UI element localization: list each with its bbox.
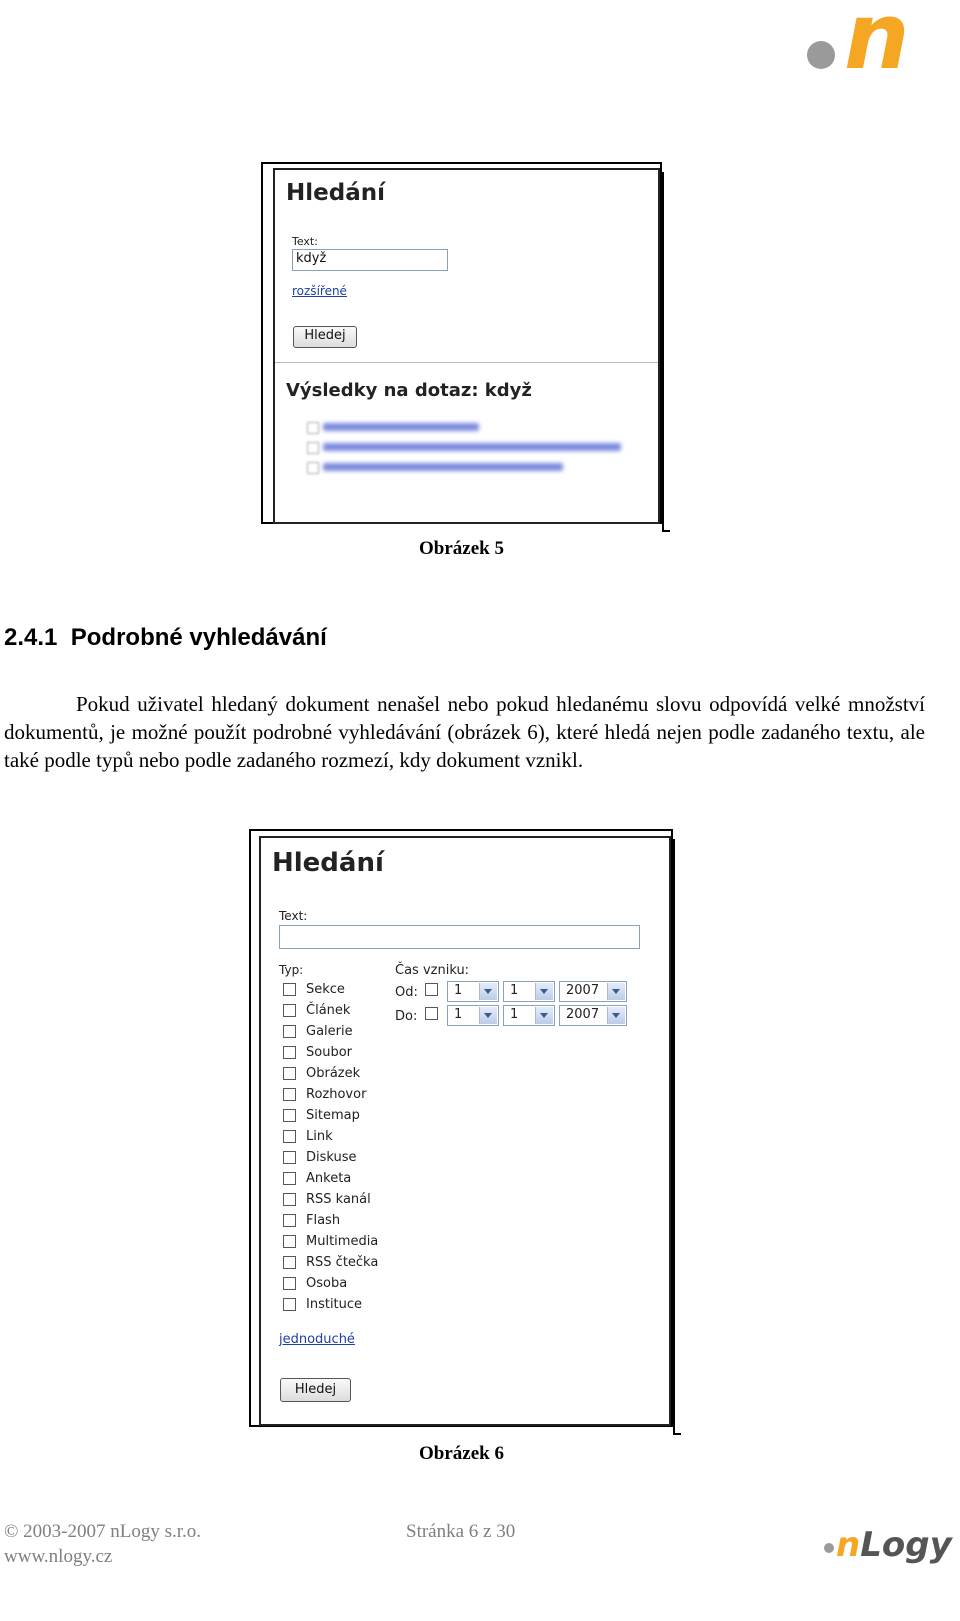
type-checkbox[interactable] [283,1298,296,1311]
type-option[interactable] [283,1087,403,1105]
to-year-select[interactable] [559,1005,627,1026]
type-label: Link [306,1129,333,1144]
from-day-value: 1 [454,983,463,998]
section-title: Podrobné vyhledávání [70,624,327,651]
section-heading [4,624,327,652]
type-checkbox[interactable] [283,1172,296,1185]
from-day-select[interactable] [447,981,499,1002]
type-option[interactable] [283,1129,403,1147]
search-title: Hledání [286,180,385,206]
type-option[interactable] [283,1045,403,1063]
search-input[interactable] [279,925,640,949]
from-label: Od: [395,985,418,1000]
search-input[interactable]: když [292,249,448,271]
type-checkbox[interactable] [283,1109,296,1122]
type-label: Galerie [306,1024,353,1039]
logo-dot [807,41,835,69]
simple-search-link[interactable]: jednoduché [279,1332,355,1347]
footer-copyright: © 2003-2007 nLogy s.r.o. [4,1521,202,1542]
footer-logo-text: nLogy [836,1525,952,1565]
type-checkbox[interactable] [283,1193,296,1206]
result-link[interactable] [323,423,479,431]
type-checkbox[interactable] [283,1025,296,1038]
type-label: Flash [306,1213,341,1228]
text-label: Text: [292,235,318,248]
chevron-down-icon [479,983,497,1000]
type-option[interactable] [283,1003,403,1021]
result-link[interactable] [323,463,563,471]
from-year-select[interactable] [559,981,627,1002]
to-label: Do: [395,1009,418,1024]
type-checkbox[interactable] [283,1256,296,1269]
type-label: RSS čtečka [306,1255,379,1270]
type-label: Rozhovor [306,1087,367,1102]
results-title: Výsledky na dotaz: když [286,380,532,401]
type-label: Anketa [306,1171,352,1186]
result-checkbox [307,442,319,454]
type-checkbox[interactable] [283,1088,296,1101]
type-label: RSS kanál [306,1192,371,1207]
figure-5-caption: Obrázek 5 [419,538,504,559]
type-checkbox[interactable] [283,1046,296,1059]
results-list [307,420,637,480]
from-date-checkbox[interactable] [425,983,438,996]
to-day-value: 1 [454,1007,463,1022]
type-checkbox[interactable] [283,1235,296,1248]
to-day-select[interactable] [447,1005,499,1026]
type-label: Sitemap [306,1108,360,1123]
footer-logo [822,1516,952,1568]
text-label: Text: [279,909,308,923]
search-button[interactable]: Hledej [280,1378,351,1402]
section-paragraph: Pokud uživatel hledaný dokument nenašel nebo pokud hledanému slovu odpovídá velké množství dokumentů, je možné použít podrobné vyhledávání (obrázek 6), které hledá nejen podle zadaného textu, ale také podle typů nebo podle zadaného rozmezí, kdy dokument vznikl. [4,692,925,772]
type-option[interactable] [283,1192,403,1210]
to-month-select[interactable] [503,1005,555,1026]
type-option[interactable] [283,1297,403,1315]
type-checkbox[interactable] [283,1130,296,1143]
section-number: 2.4.1 [4,624,58,651]
to-month-value: 1 [510,1007,519,1022]
result-checkbox [307,422,319,434]
type-label: Sekce [306,982,345,997]
figure-6-panel [259,836,671,1426]
type-checkbox[interactable] [283,1214,296,1227]
type-label: Soubor [306,1045,352,1060]
search-button[interactable]: Hledej [293,326,357,348]
footer-page-number: Stránka 6 z 30 [406,1521,516,1542]
type-option[interactable] [283,1108,403,1126]
chevron-down-icon [535,1007,553,1024]
type-checkbox[interactable] [283,1277,296,1290]
type-label: Článek [306,1003,351,1018]
from-month-select[interactable] [503,981,555,1002]
type-checkbox[interactable] [283,1151,296,1164]
footer-website[interactable]: www.nlogy.cz [4,1546,113,1567]
type-checkbox[interactable] [283,1067,296,1080]
result-link[interactable] [323,443,621,451]
type-option[interactable] [283,1276,403,1294]
type-label: Typ: [279,963,304,977]
type-label: Diskuse [306,1150,357,1165]
chevron-down-icon [607,983,625,1000]
type-checkbox[interactable] [283,983,296,996]
type-option[interactable] [283,1234,403,1252]
type-option[interactable] [283,1066,403,1084]
from-month-value: 1 [510,983,519,998]
type-label: Instituce [306,1297,363,1312]
chevron-down-icon [607,1007,625,1024]
result-checkbox [307,462,319,474]
advanced-search-link[interactable]: rozšířené [292,284,347,298]
search-title: Hledání [272,848,384,878]
footer-logo-dot [824,1543,834,1553]
from-year-value: 2007 [566,983,600,998]
chevron-down-icon [535,983,553,1000]
type-option[interactable] [283,1150,403,1168]
type-checkbox-list [283,982,403,1322]
divider [275,362,658,363]
type-label: Multimedia [306,1234,379,1249]
logo-letter: n [844,0,910,90]
type-option[interactable] [283,982,403,1000]
type-option[interactable] [283,1255,403,1273]
nlogy-logo [806,0,936,90]
figure-6-caption: Obrázek 6 [419,1443,504,1464]
figure-5-panel [273,168,660,524]
time-label: Čas vzniku: [395,963,470,978]
to-year-value: 2007 [566,1007,600,1022]
type-option[interactable] [283,1213,403,1231]
to-date-checkbox[interactable] [425,1007,438,1020]
type-label: Osoba [306,1276,348,1291]
chevron-down-icon [479,1007,497,1024]
type-checkbox[interactable] [283,1004,296,1017]
type-option[interactable] [283,1171,403,1189]
type-label: Obrázek [306,1066,361,1081]
type-option[interactable] [283,1024,403,1042]
